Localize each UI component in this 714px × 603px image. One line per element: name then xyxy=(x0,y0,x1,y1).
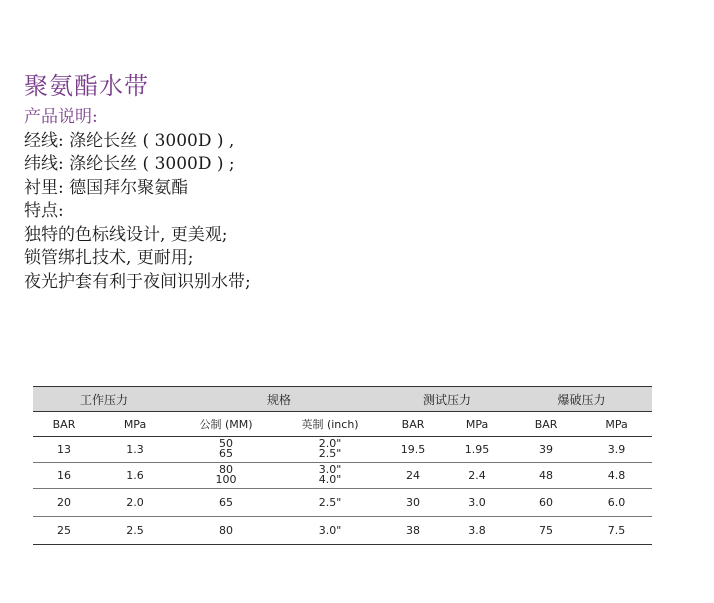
work-bar-cell: 13 xyxy=(33,437,95,463)
subheader-cell: MPa xyxy=(95,412,175,437)
imperial-size-cell: 3.0" xyxy=(277,517,383,545)
test-mpa-cell: 3.8 xyxy=(443,517,511,545)
description-line: 纬线: 涤纶长丝 ( 3000D ) ; xyxy=(24,154,235,174)
group-header-row xyxy=(33,387,652,412)
group-header-spec: 规格 xyxy=(175,387,383,412)
test-bar-cell: 24 xyxy=(383,463,443,489)
description-line: 独特的色标线设计, 更美观; xyxy=(24,224,228,245)
description-line: 夜光护套有利于夜间识别水带; xyxy=(24,271,251,292)
imperial-size-value: 2.0" xyxy=(318,437,342,450)
description-line: 特点: xyxy=(24,201,64,221)
work-mpa-cell: 1.3 xyxy=(95,437,175,463)
burst-bar-cell: 48 xyxy=(511,463,581,489)
burst-bar-cell: 39 xyxy=(511,437,581,463)
test-mpa-cell: 3.0 xyxy=(443,489,511,517)
imperial-size-value: 3.0" xyxy=(318,463,342,476)
product-description xyxy=(24,106,251,294)
group-header-burst-pressure: 爆破压力 xyxy=(511,387,652,412)
work-bar-cell: 25 xyxy=(33,517,95,545)
metric-size-value: 65 xyxy=(219,447,234,460)
description-line: 衬里: 德国拜尔聚氨酯 xyxy=(24,177,189,198)
description-line: 经线: 涤纶长丝 ( 3000D ) , xyxy=(24,130,235,151)
subheader-cell: MPa xyxy=(443,412,511,437)
subheader-cell: 英制 (inch) xyxy=(277,412,383,437)
description-line: 锁管绑扎技术, 更耐用; xyxy=(24,248,194,268)
burst-mpa-cell: 6.0 xyxy=(581,489,652,517)
test-bar-cell: 38 xyxy=(383,517,443,545)
test-mpa-cell: 2.4 xyxy=(443,463,511,489)
subheader-cell: 公制 (MM) xyxy=(175,412,277,437)
metric-size-cell xyxy=(175,463,277,489)
metric-size-value: 50 xyxy=(219,437,234,450)
metric-size-cell xyxy=(175,437,277,463)
burst-bar-cell: 60 xyxy=(511,489,581,517)
burst-mpa-cell: 4.8 xyxy=(581,463,652,489)
subheader-cell: BAR xyxy=(383,412,443,437)
metric-size-value: 80 xyxy=(219,463,234,476)
work-mpa-cell: 2.0 xyxy=(95,489,175,517)
imperial-size-value: 4.0" xyxy=(318,473,342,486)
work-bar-cell: 16 xyxy=(33,463,95,489)
page-title: 聚氨酯水带 xyxy=(24,72,149,100)
subheader-cell: BAR xyxy=(33,412,95,437)
imperial-size-value: 2.5" xyxy=(318,447,342,460)
work-bar-cell: 20 xyxy=(33,489,95,517)
group-header-work-pressure: 工作压力 xyxy=(33,387,175,412)
subheader-cell: MPa xyxy=(581,412,652,437)
test-bar-cell: 19.5 xyxy=(383,437,443,463)
burst-mpa-cell: 3.9 xyxy=(581,437,652,463)
imperial-size-cell xyxy=(277,463,383,489)
subheader-cell: BAR xyxy=(511,412,581,437)
spec-table xyxy=(33,386,652,545)
metric-size-cell: 65 xyxy=(175,489,277,517)
table-row xyxy=(33,437,652,463)
burst-mpa-cell: 7.5 xyxy=(581,517,652,545)
test-mpa-cell: 1.95 xyxy=(443,437,511,463)
metric-size-value: 100 xyxy=(215,473,237,486)
subheader-row xyxy=(33,412,652,437)
test-bar-cell: 30 xyxy=(383,489,443,517)
table-row xyxy=(33,463,652,489)
description-heading: 产品说明: xyxy=(24,107,98,127)
work-mpa-cell: 1.6 xyxy=(95,463,175,489)
imperial-size-cell xyxy=(277,437,383,463)
work-mpa-cell: 2.5 xyxy=(95,517,175,545)
table-row xyxy=(33,489,652,517)
burst-bar-cell: 75 xyxy=(511,517,581,545)
metric-size-cell: 80 xyxy=(175,517,277,545)
imperial-size-cell: 2.5" xyxy=(277,489,383,517)
group-header-test-pressure: 测试压力 xyxy=(383,387,511,412)
table-row xyxy=(33,517,652,545)
